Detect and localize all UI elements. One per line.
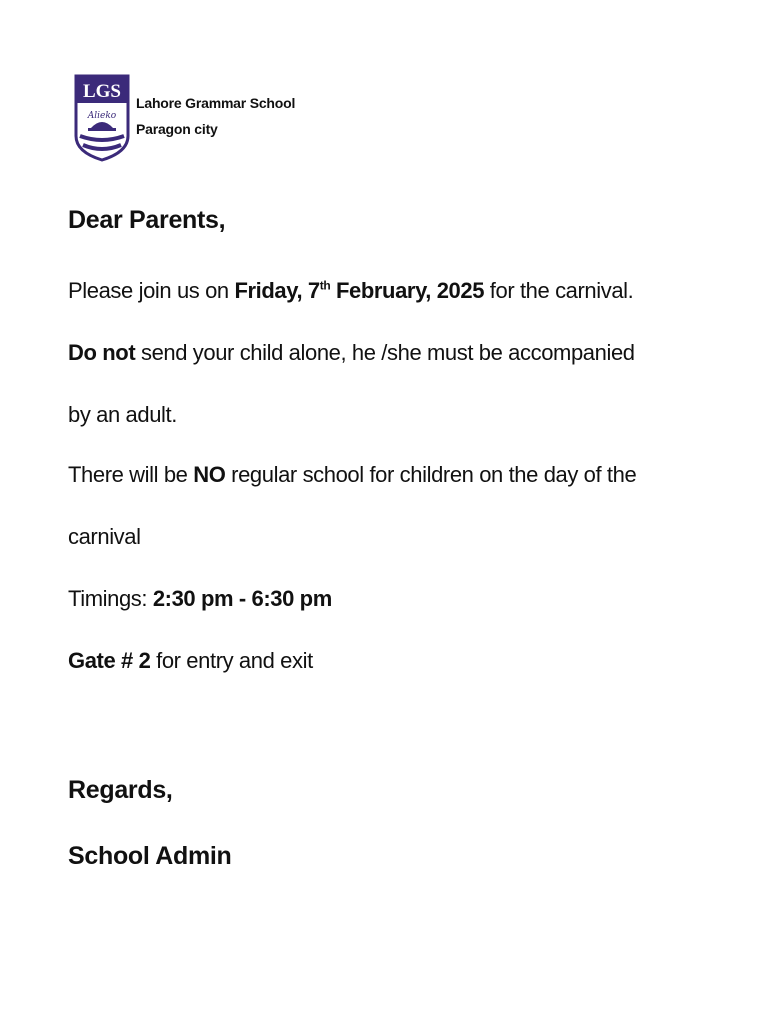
invitation-purpose: for the carnival. (489, 278, 634, 303)
gate-number: Gate # 2 (68, 648, 151, 673)
invitation-line (68, 278, 633, 304)
no-school-emphasis: NO (193, 462, 226, 487)
timings-label: Timings: (68, 586, 148, 611)
supervision-continued: by an adult. (68, 402, 177, 427)
supervision-text: send your child alone, he /she must be accompanied (140, 340, 635, 365)
date-ordinal: th (319, 278, 331, 293)
event-month-year: February, 2025 (335, 278, 485, 303)
event-day-text: Friday, 7 (234, 278, 320, 303)
crest-motto: Alieko (87, 111, 117, 121)
school-details (136, 90, 295, 142)
supervision-emphasis: Do not (68, 340, 136, 365)
salutation: Dear Parents, (68, 206, 226, 234)
no-school-continued: carnival (68, 524, 141, 549)
gate-line (68, 648, 313, 674)
crest-monogram: LGS (82, 81, 122, 102)
school-name: Lahore Grammar School (136, 95, 296, 111)
invitation-intro: Please join us on (68, 278, 229, 303)
school-campus: Paragon city (136, 121, 218, 137)
no-school-line (68, 462, 636, 488)
event-day (234, 278, 484, 303)
gate-text: for entry and exit (156, 648, 313, 673)
no-school-intro: There will be (68, 462, 188, 487)
timings-line (68, 586, 332, 612)
signature: School Admin (68, 842, 232, 870)
no-school-text: regular school for children on the day of the (231, 462, 637, 487)
closing-regards: Regards, (68, 776, 173, 804)
school-crest-logo (74, 74, 130, 162)
supervision-line (68, 340, 635, 366)
timings-value: 2:30 pm - 6:30 pm (152, 586, 332, 611)
